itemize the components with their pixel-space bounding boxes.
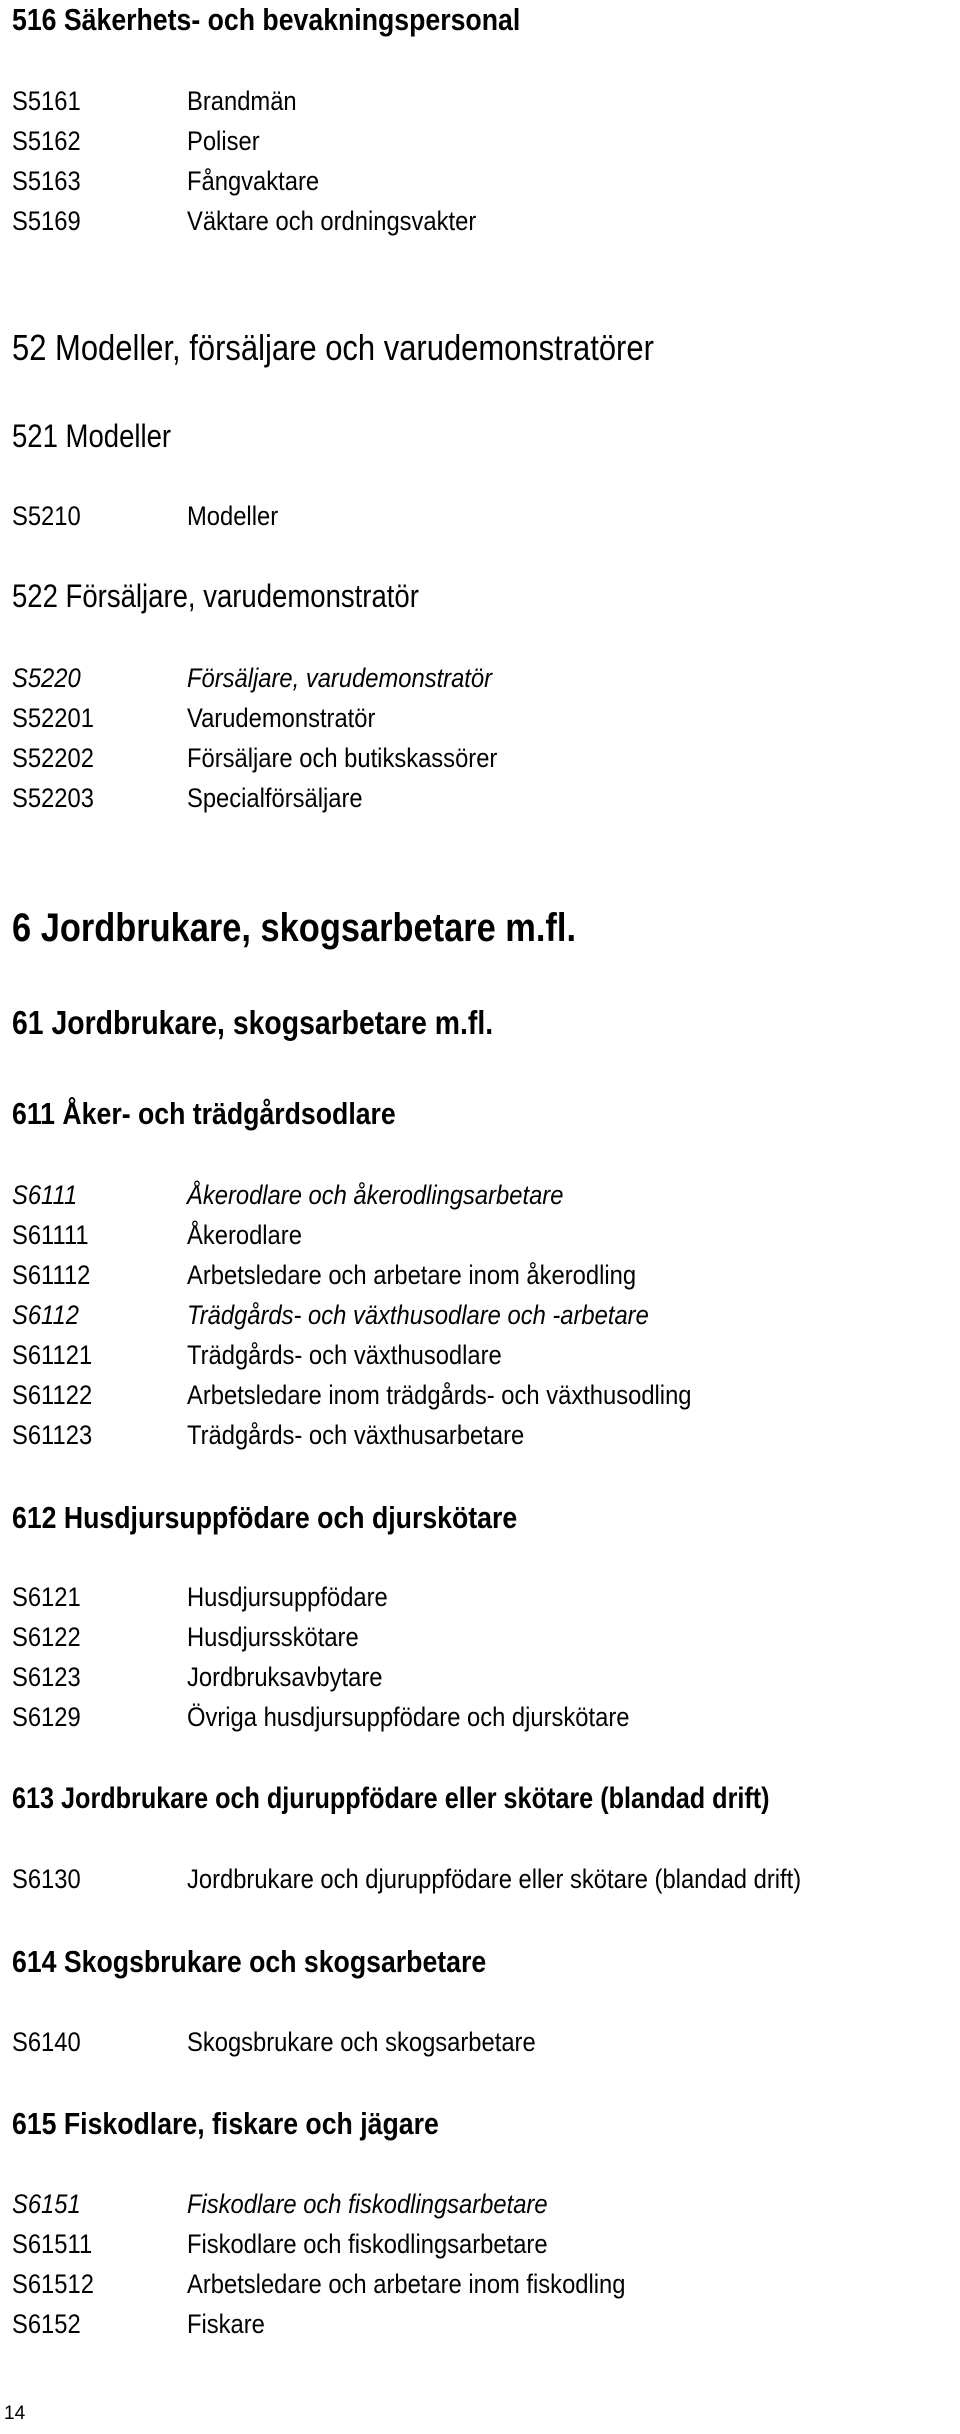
section-heading-52: 52 Modeller, försäljare och varudemonstratörer: [12, 327, 654, 368]
entry-code: S6122: [12, 1622, 81, 1652]
entry-label: Arbetsledare och arbetare inom åkerodling: [187, 1260, 637, 1290]
entry-code: S52203: [12, 783, 94, 813]
section-heading-615: 615 Fiskodlare, fiskare och jägare: [12, 2106, 439, 2141]
entry-label: Husdjursuppfödare: [187, 1582, 388, 1612]
entry-code: S61111: [12, 1220, 89, 1250]
entry-label: Modeller: [187, 501, 279, 531]
entry-code: S61511: [12, 2229, 93, 2259]
section-heading-612: 612 Husdjursuppfödare och djurskötare: [12, 1500, 518, 1535]
entry-label: Fiskodlare och fiskodlingsarbetare: [187, 2189, 548, 2219]
entry-label: Arbetsledare och arbetare inom fiskodling: [187, 2269, 626, 2299]
entry-label: Övriga husdjursuppfödare och djurskötare: [187, 1702, 630, 1732]
section-heading-522: 522 Försäljare, varudemonstratör: [12, 578, 419, 614]
section-heading-614: 614 Skogsbrukare och skogsarbetare: [12, 1944, 487, 1979]
entry-label: Åkerodlare: [187, 1220, 302, 1250]
entry-label: Specialförsäljare: [187, 783, 363, 813]
entry-code: S61512: [12, 2269, 94, 2299]
entry-label: Väktare och ordningsvakter: [187, 206, 477, 236]
page-number: 14: [4, 2403, 26, 2424]
entry-label: Arbetsledare inom trädgårds- och växthusodling: [187, 1380, 692, 1410]
entry-label: Fiskare: [187, 2309, 265, 2339]
section-heading-516: 516 Säkerhets- och bevakningspersonal: [12, 2, 521, 37]
entry-code: S6129: [12, 1702, 81, 1732]
entry-label: Trädgårds- och växthusodlare: [187, 1340, 502, 1370]
entry-label: Trädgårds- och växthusodlare och -arbetare: [187, 1300, 649, 1330]
entry-code: S61123: [12, 1420, 93, 1450]
entry-code: S6123: [12, 1662, 81, 1692]
entry-code: S52202: [12, 743, 94, 773]
entry-code: S52201: [12, 703, 94, 733]
entry-code: S6140: [12, 2027, 81, 2057]
section-heading-6: 6 Jordbrukare, skogsarbetare m.fl.: [12, 906, 577, 950]
entry-code: S6112: [12, 1300, 79, 1330]
entry-code: S5210: [12, 501, 81, 531]
entry-code: S5169: [12, 206, 81, 236]
entry-label: Fiskodlare och fiskodlingsarbetare: [187, 2229, 548, 2259]
entry-label: Jordbrukare och djuruppfödare eller skötare (blandad drift): [187, 1864, 802, 1894]
entry-label: Trädgårds- och växthusarbetare: [187, 1420, 525, 1450]
entry-label: Försäljare, varudemonstratör: [187, 663, 493, 693]
entry-code: S61121: [12, 1340, 93, 1370]
entry-code: S6130: [12, 1864, 81, 1894]
entry-label: Poliser: [187, 126, 260, 156]
section-heading-61: 61 Jordbrukare, skogsarbetare m.fl.: [12, 1004, 494, 1041]
entry-code: S6121: [12, 1582, 81, 1612]
entry-label: Försäljare och butikskassörer: [187, 743, 498, 773]
entry-code: S6151: [12, 2189, 81, 2219]
section-heading-521: 521 Modeller: [12, 418, 172, 454]
entry-label: Brandmän: [187, 86, 297, 116]
entry-code: S5220: [12, 663, 81, 693]
entry-code: S6111: [12, 1180, 78, 1210]
section-heading-611: 611 Åker- och trädgårdsodlare: [12, 1096, 396, 1131]
entry-label: Skogsbrukare och skogsarbetare: [187, 2027, 536, 2057]
section-heading-613: 613 Jordbrukare och djuruppfödare eller skötare (blandad drift): [12, 1782, 770, 1815]
entry-label: Husdjursskötare: [187, 1622, 359, 1652]
entry-code: S5162: [12, 126, 81, 156]
entry-label: Varudemonstratör: [187, 703, 376, 733]
entry-label: Jordbruksavbytare: [187, 1662, 383, 1692]
entry-code: S61112: [12, 1260, 91, 1290]
entry-label: Åkerodlare och åkerodlingsarbetare: [187, 1180, 564, 1210]
entry-code: S5163: [12, 166, 81, 196]
entry-code: S61122: [12, 1380, 93, 1410]
entry-code: S5161: [12, 86, 81, 116]
entry-code: S6152: [12, 2309, 81, 2339]
entry-label: Fångvaktare: [187, 166, 320, 196]
